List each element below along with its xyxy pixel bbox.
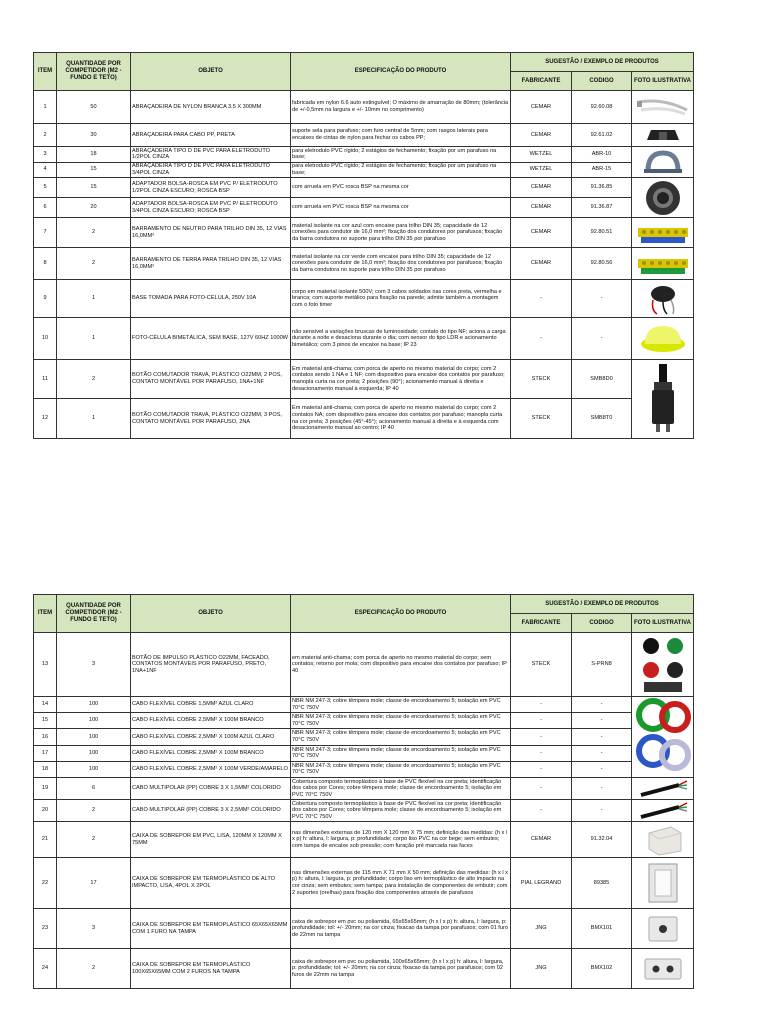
product-spec: não sensível a variações bruscas de luminosidade; contato do tipo NF; aciona a carga durante a noite e desaciona durante o dia; com sensor do tipo LDR e acionamento bimetálico; com 3 pinos de encaixe na base; IP 23 — [291, 318, 511, 360]
product-code: SMB8T0 — [572, 399, 632, 439]
ground-busbar-icon — [635, 251, 691, 277]
product-photo — [632, 778, 694, 800]
table-row — [34, 178, 694, 198]
item-number: 18 — [34, 761, 57, 777]
item-number: 12 — [34, 399, 57, 439]
product-spec: Cobertura composto termoplástico à base de PVC flexível na cor preta; identificação dos cabos por Cores; cobre têmpera mole; classe de encordoamento 5; isolação em PVC 70°C 750V — [291, 778, 511, 800]
table-row — [34, 162, 694, 178]
product-code: - — [572, 280, 632, 318]
product-photo — [632, 697, 694, 778]
table-row — [34, 858, 694, 909]
product-spec: NBR NM 247-3; cobre têmpera mole; classe de encordoamento 5; isolação em PVC 70°C 750V — [291, 697, 511, 713]
col-item-header: ITEM — [34, 53, 57, 91]
quantity: 6 — [57, 778, 131, 800]
manufacturer: WETZEL — [511, 162, 572, 178]
product-spec: caixa de sobrepor em pvc ou poliamida, 65x65x65mm; (h x l x p) h: altura, l: largura, p: profundidade; tol: +/- 20mm; na cor cinza; fixacao da tampa por parafusos; com 01 furo de 22mm na tampa — [291, 909, 511, 949]
table-row — [34, 399, 694, 439]
product-photo — [632, 822, 694, 858]
table-row — [34, 949, 694, 989]
object-name: CABO FLEXÍVEL COBRE 2,5MM² X 100M VERDE/AMARELO — [131, 761, 291, 777]
quantity: 1 — [57, 399, 131, 439]
table-row — [34, 280, 694, 318]
product-photo — [632, 147, 694, 178]
product-photo — [632, 800, 694, 822]
cable-clamp-icon — [643, 124, 683, 146]
object-name: ADAPTADOR BOLSA-ROSCA EM PVC P/ ELETRODUTO 1/2POL CINZA ESCURO; ROSCA BSP — [131, 178, 291, 198]
cable-tie-icon — [635, 96, 691, 118]
multicore-cable-icon — [637, 779, 689, 799]
table-row — [34, 713, 694, 729]
product-spec: NBR NM 247-3; cobre têmpera mole; classe de encordoamento 5; isolação em PVC 70°C 750V — [291, 713, 511, 729]
surface-box-icon — [643, 860, 683, 906]
product-spec: com arruela em PVC rosca BSP na mesma cor — [291, 198, 511, 218]
product-spec: suporte sela para parafuso; com furo central de 5mm; com rasgos laterais para encaixes de cintas de nylon para fechar os cabos PP; — [291, 124, 511, 147]
product-code: BMX101 — [572, 909, 632, 949]
product-code: - — [572, 745, 632, 761]
product-photo — [632, 280, 694, 318]
product-spec: Em material anti-chama; com porca de aperto no mesmo material do corpo; com 2 contatos sendo 1 NA e 1 NF; com dispositivo para encaixe dos contatos por parafuso; manopla curta na cor preta; 2 posições (90°); acionamento manual à direita e desacionamento manual à esquerda; IP 40 — [291, 360, 511, 399]
col-photo-header: FOTO ILUSTRATIVA — [632, 614, 694, 633]
object-name: CABO MULTIPOLAR (PP) COBRE 3 X 1,5MM² COLORIDO — [131, 778, 291, 800]
two-hole-box-icon — [641, 953, 685, 985]
object-name: BASE TOMADA PARA FOTO-CÉLULA, 250V 10A — [131, 280, 291, 318]
item-number: 22 — [34, 858, 57, 909]
product-code: - — [572, 318, 632, 360]
object-name: BOTÃO COMUTADOR TRAVA, PLÁSTICO O22MM, 2 POS, CONTATO MONTÁVEL POR PARAFUSO, 1NA+1NF — [131, 360, 291, 399]
product-code: 91.36.87 — [572, 198, 632, 218]
suggestion-header: SUGESTÃO / EXEMPLO DE PRODUTOS — [511, 53, 694, 72]
quantity: 15 — [57, 178, 131, 198]
item-number: 2 — [34, 124, 57, 147]
col-quantity-header: QUANTIDADE POR COMPETIDOR (M2 - FUNDO E TETO) — [57, 595, 131, 633]
junction-box-icon — [641, 823, 685, 857]
object-name: BARRAMENTO DE TERRA PARA TRILHO DIN 35, 12 VIAS 16,0MM² — [131, 248, 291, 280]
table-row — [34, 124, 694, 147]
col-code-header: CODIGO — [572, 72, 632, 91]
product-spec: Cobertura composto termoplástico à base de PVC flexível na cor preta; identificação dos cabos por Cores; cobre têmpera mole; classe de encordoamento 5; isolação em PVC 70°C 750V — [291, 800, 511, 822]
item-number: 6 — [34, 198, 57, 218]
manufacturer: JNG — [511, 949, 572, 989]
col-manufacturer-header: FABRICANTE — [511, 72, 572, 91]
item-number: 3 — [34, 147, 57, 163]
manufacturer: WETZEL — [511, 147, 572, 163]
product-code: - — [572, 800, 632, 822]
manufacturer: CEMAR — [511, 124, 572, 147]
product-spec: caixa de sobrepor em pvc ou poliamida, 100x65x65mm; (h x l x p) h: altura, l: largura, p: profundidade; tol: +/- 20mm; na cor cinza; fixacao da tampa por parafusos; com 02 furos de 22mm na tampa — [291, 949, 511, 989]
table-row — [34, 778, 694, 800]
col-manufacturer-header: FABRICANTE — [511, 614, 572, 633]
item-number: 7 — [34, 218, 57, 248]
object-name: ABRAÇADEIRA TIPO D DE PVC PARA ELETRODUTO 1/2POL CINZA — [131, 147, 291, 163]
item-number: 1 — [34, 91, 57, 124]
one-hole-box-icon — [643, 913, 683, 945]
product-photo — [632, 858, 694, 909]
product-code: BMX102 — [572, 949, 632, 989]
table-row — [34, 218, 694, 248]
col-code-header: CODIGO — [572, 614, 632, 633]
col-object-header: OBJETO — [131, 53, 291, 91]
item-number: 14 — [34, 697, 57, 713]
item-number: 23 — [34, 909, 57, 949]
product-code: 92.61.02 — [572, 124, 632, 147]
product-photo — [632, 91, 694, 124]
table-row — [34, 822, 694, 858]
table-row — [34, 360, 694, 399]
manufacturer: - — [511, 318, 572, 360]
quantity: 100 — [57, 745, 131, 761]
neutral-busbar-icon — [635, 220, 691, 246]
manufacturer: - — [511, 697, 572, 713]
quantity: 2 — [57, 218, 131, 248]
product-code: SMB8D0 — [572, 360, 632, 399]
manufacturer: - — [511, 761, 572, 777]
object-name: ABRAÇADEIRA PARA CABO PP, PRETA — [131, 124, 291, 147]
quantity: 3 — [57, 633, 131, 697]
product-code: - — [572, 697, 632, 713]
object-name: BARRAMENTO DE NEUTRO PARA TRILHO DIN 35, 12 VIAS 16,0MM² — [131, 218, 291, 248]
quantity: 30 — [57, 124, 131, 147]
item-number: 13 — [34, 633, 57, 697]
product-code: - — [572, 729, 632, 745]
table-row — [34, 761, 694, 777]
product-spec: Em material anti-chama; com porca de aperto no mesmo material do corpo; com 2 contatos NA; com dispositivo para encaixe dos contatos por parafuso; manopla curta na cor preta; 3 posições (45°-45°); acionamento manual à direita e à esquerda com desacionamento manual ao centro; IP 40 — [291, 399, 511, 439]
object-name: BOTÃO COMUTADOR TRAVA, PLÁSTICO O22MM, 3 POS, CONTATO MONTÁVEL POR PARAFUSO, 2NA — [131, 399, 291, 439]
selector-switch-icon — [648, 362, 678, 436]
manufacturer: PIAL LEGRAND — [511, 858, 572, 909]
object-name: CAIXA DE SOBREPOR EM TERMOPLÁSTICO DE ALTO IMPACTO, LISA, 4POL X 2POL — [131, 858, 291, 909]
product-photo — [632, 218, 694, 248]
object-name: CABO FLEXÍVEL COBRE 2,5MM² X 100M BRANCO — [131, 713, 291, 729]
manufacturer: STECK — [511, 360, 572, 399]
table-row — [34, 91, 694, 124]
product-code: 89385 — [572, 858, 632, 909]
item-number: 5 — [34, 178, 57, 198]
product-spec: NBR NM 247-3; cobre têmpera mole; classe de encordoamento 5; isolação em PVC 70°C 750V — [291, 761, 511, 777]
table-row — [34, 800, 694, 822]
cable-coils-icon — [635, 697, 691, 777]
item-number: 4 — [34, 162, 57, 178]
suggestion-header: SUGESTÃO / EXEMPLO DE PRODUTOS — [511, 595, 694, 614]
quantity: 15 — [57, 162, 131, 178]
product-code: - — [572, 761, 632, 777]
quantity: 100 — [57, 713, 131, 729]
object-name: CABO FLEXÍVEL COBRE 2,5MM² X 100M BRANCO — [131, 745, 291, 761]
item-number: 16 — [34, 729, 57, 745]
spec-table-1 — [33, 52, 694, 439]
item-number: 8 — [34, 248, 57, 280]
product-photo — [632, 318, 694, 360]
product-code: - — [572, 713, 632, 729]
table-row — [34, 729, 694, 745]
manufacturer: CEMAR — [511, 91, 572, 124]
col-item-header: ITEM — [34, 595, 57, 633]
product-photo — [632, 178, 694, 218]
quantity: 100 — [57, 697, 131, 713]
product-spec: para eletroduto PVC rígido; 2 estágios de fechamento; fixação por um parafuso na base; — [291, 162, 511, 178]
product-spec: corpo em material isolante 500V; com 3 cabos soldados nas cores preta, vermelha e branca; com suporte metálico para fixação na parede; admite também a montagem com o foto timer — [291, 280, 511, 318]
quantity: 2 — [57, 949, 131, 989]
product-code: 92.80.56 — [572, 248, 632, 280]
product-code: 91.32.04 — [572, 822, 632, 858]
product-code: 91.36.85 — [572, 178, 632, 198]
product-photo — [632, 248, 694, 280]
multicore-cable-icon — [637, 801, 689, 821]
product-code: - — [572, 778, 632, 800]
table-row — [34, 697, 694, 713]
col-photo-header: FOTO ILUSTRATIVA — [632, 72, 694, 91]
product-code: ABR-10 — [572, 147, 632, 163]
quantity: 20 — [57, 198, 131, 218]
manufacturer: STECK — [511, 633, 572, 697]
quantity: 3 — [57, 909, 131, 949]
item-number: 21 — [34, 822, 57, 858]
quantity: 100 — [57, 729, 131, 745]
quantity: 100 — [57, 761, 131, 777]
manufacturer: - — [511, 800, 572, 822]
quantity: 1 — [57, 280, 131, 318]
object-name: CAIXA DE SOBREPOR EM TERMOPLÁSTICO 65X65X65MM COM 1 FURO NA TAMPA — [131, 909, 291, 949]
product-spec: nas dimensões externas de 120 mm X 120 mm X 75 mm; definição das medidas: (h x l x p) h: altura, l: largura, p: profundidade; corpo liso PVC na cor bege; sem embutes; com tampa de encaixe sob pressão; com furação pré marcada nas faces — [291, 822, 511, 858]
photocell-icon — [638, 322, 688, 356]
manufacturer: CEMAR — [511, 248, 572, 280]
col-object-header: OBJETO — [131, 595, 291, 633]
table-row — [34, 318, 694, 360]
conduit-adapter-icon — [641, 179, 685, 217]
manufacturer: CEMAR — [511, 822, 572, 858]
product-code: ABR-15 — [572, 162, 632, 178]
object-name: CAIXA DE SOBREPOR EM PVC, LISA, 120MM X 120MM X 75MM — [131, 822, 291, 858]
quantity: 18 — [57, 147, 131, 163]
quantity: 17 — [57, 858, 131, 909]
product-code: 92.80.51 — [572, 218, 632, 248]
item-number: 15 — [34, 713, 57, 729]
item-number: 9 — [34, 280, 57, 318]
manufacturer: CEMAR — [511, 198, 572, 218]
object-name: CABO MULTIPOLAR (PP) COBRE 3 X 2,5MM² COLORIDO — [131, 800, 291, 822]
manufacturer: CEMAR — [511, 178, 572, 198]
product-spec: material isolante na cor verde com encaixe para trilho DIN 35; capacidade de 12 conexões para condutor de 16,0 mm²; fixação dos condutores por parafusos; fixação da barra condutora no suporte para trilho DIN 35 por parafuso — [291, 248, 511, 280]
table-row — [34, 909, 694, 949]
col-quantity-header: QUANTIDADE POR COMPETIDOR (M2 - FUNDO E TETO) — [57, 53, 131, 91]
quantity: 2 — [57, 360, 131, 399]
object-name: BOTÃO DE IMPULSO PLÁSTICO O22MM, FACEADO, CONTATOS MONTÁVEIS POR PARAFUSO, PRETO, 1NA+1NF — [131, 633, 291, 697]
table-row — [34, 248, 694, 280]
manufacturer: - — [511, 778, 572, 800]
item-number: 10 — [34, 318, 57, 360]
product-spec: fabricada em nylon 6.6 auto extinguível; O máximo de amarração de 80mm; (tolerância de +/-0,5mm na largura e +/- 10mm no comprimento) — [291, 91, 511, 124]
manufacturer: - — [511, 729, 572, 745]
d-clamp-icon — [642, 147, 684, 177]
product-spec: material isolante na cor azul com encaixe para trilho DIN 35; capacidade de 12 conexões para condutor de 16,0 mm²; fixação dos condutores por parafusos; fixação da barra condutora no suporte para trilho DIN 35 por parafuso — [291, 218, 511, 248]
quantity: 2 — [57, 800, 131, 822]
table-row — [34, 745, 694, 761]
product-photo — [632, 124, 694, 147]
item-number: 20 — [34, 800, 57, 822]
table-row — [34, 198, 694, 218]
quantity: 1 — [57, 318, 131, 360]
product-spec: para eletroduto PVC rígido; 2 estágios de fechamento; fixação por um parafuso na base; — [291, 147, 511, 163]
quantity: 2 — [57, 822, 131, 858]
product-photo — [632, 909, 694, 949]
quantity: 2 — [57, 248, 131, 280]
product-spec: com arruela em PVC rosca BSP na mesma cor — [291, 178, 511, 198]
object-name: FOTO-CÉLULA BIMETÁLICA, SEM BASE, 127V 60HZ 1000W — [131, 318, 291, 360]
product-spec: nas dimensões externas de 115 mm X 71 mm X 50 mm; definição das medidas: (h x l x p) h: altura, l: largura, p: profundidade; corpo liso em termoplástico de alto impacto na cor cinza; sem embutes; sem tampa; para instalação de componentes de embutir; com 2 suportes (orelhas) para fixação dos componentes através de parafusos — [291, 858, 511, 909]
object-name: CAIXA DE SOBREPOR EM TERMOPLÁSTICO 100X65X65MM COM 2 FUROS NA TAMPA — [131, 949, 291, 989]
product-code: S-PRN8 — [572, 633, 632, 697]
spec-table-2 — [33, 594, 694, 989]
quantity: 50 — [57, 91, 131, 124]
table-row — [34, 633, 694, 697]
product-spec: NBR NM 247-3; cobre têmpera mole; classe de encordoamento 5; isolação em PVC 70°C 750V — [291, 729, 511, 745]
item-number: 19 — [34, 778, 57, 800]
object-name: ADAPTADOR BOLSA-ROSCA EM PVC P/ ELETRODUTO 3/4POL CINZA ESCURO; ROSCA BSP — [131, 198, 291, 218]
product-spec: NBR NM 247-3; cobre têmpera mole; classe de encordoamento 5; isolação em PVC 70°C 750V — [291, 745, 511, 761]
photocell-base-icon — [643, 282, 683, 316]
product-photo — [632, 949, 694, 989]
manufacturer: STECK — [511, 399, 572, 439]
product-photo — [632, 633, 694, 697]
table-row — [34, 147, 694, 163]
object-name: ABRAÇADEIRA DE NYLON BRANCA 3,5 X 300MM — [131, 91, 291, 124]
product-code: 92.60.08 — [572, 91, 632, 124]
object-name: ABRAÇADEIRA TIPO D DE PVC PARA ELETRODUTO 3/4POL CINZA — [131, 162, 291, 178]
product-photo — [632, 360, 694, 439]
col-spec-header: ESPECIFICAÇÃO DO PRODUTO — [291, 53, 511, 91]
item-number: 17 — [34, 745, 57, 761]
manufacturer: - — [511, 280, 572, 318]
manufacturer: - — [511, 745, 572, 761]
manufacturer: CEMAR — [511, 218, 572, 248]
item-number: 24 — [34, 949, 57, 989]
col-spec-header: ESPECIFICAÇÃO DO PRODUTO — [291, 595, 511, 633]
object-name: CABO FLEXÍVEL COBRE 2,5MM² X 100M AZUL CLARO — [131, 729, 291, 745]
push-button-icon — [636, 634, 690, 696]
manufacturer: JNG — [511, 909, 572, 949]
manufacturer: - — [511, 713, 572, 729]
item-number: 11 — [34, 360, 57, 399]
product-spec: em material anti-chama; com porca de aperto no mesmo material do corpo; sem contatos; retorno por mola; com dispositivo para encaixe dos contatos por parafuso; IP 40 — [291, 633, 511, 697]
object-name: CABO FLEXÍVEL COBRE 1,5MM² AZUL CLARO — [131, 697, 291, 713]
